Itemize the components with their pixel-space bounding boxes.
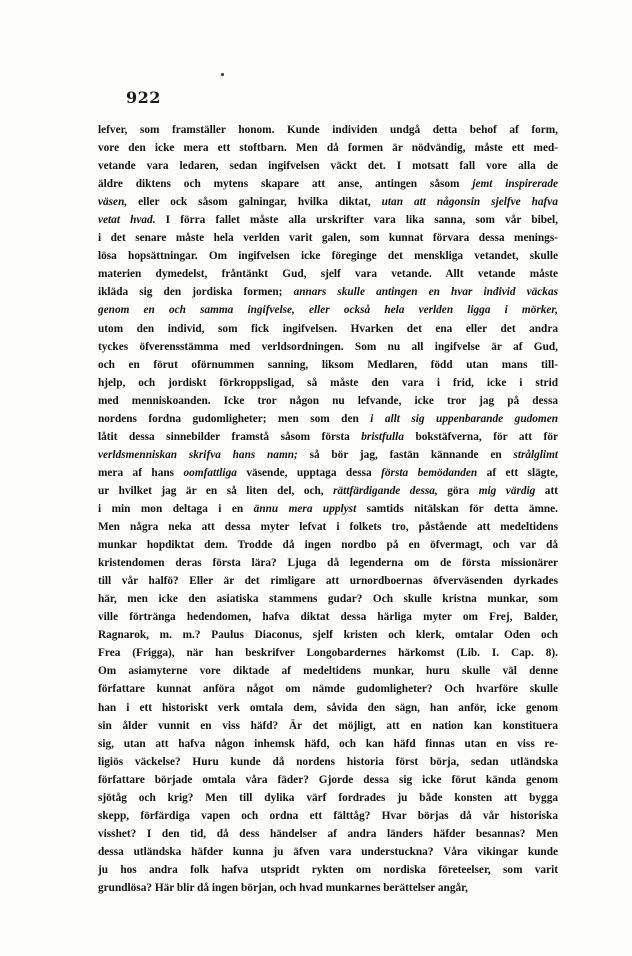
text-run: Frea (Frigga), när han beskrifver Longobardernes härkomst (Lib. I. Cap. 8). <box>98 647 558 660</box>
text-line <box>98 500 558 518</box>
text-line <box>98 247 558 265</box>
text-line <box>98 374 558 392</box>
text-run: tyckes öfverensstämma med verldsordningen. Som nu all ingifvelse är af Gud, <box>98 340 558 353</box>
text-line <box>98 680 558 698</box>
emphasized-text: bristfulla <box>361 430 404 443</box>
text-line <box>98 753 558 771</box>
text-line <box>98 699 558 717</box>
text-line <box>98 410 558 428</box>
text-line <box>98 356 558 374</box>
text-run: han i ett historiskt verk omtala dem, såvida den sägn, han anför, icke genom <box>98 701 558 714</box>
text-line <box>98 572 558 590</box>
text-line <box>98 536 558 554</box>
text-run: utom den individ, som fick ingifvelsen. Hvarken det ena eller det andra <box>98 322 558 335</box>
text-run: äldre diktens och mytens skapare att anse, antingen såsom <box>98 178 473 191</box>
emphasized-text: jemt inspirerade <box>472 178 558 191</box>
text-run: låtit dessa sinnebilder framstå såsom första <box>98 430 362 443</box>
text-line <box>98 301 558 319</box>
text-run: författare kunnat anföra något om nämde gudomligheter? Och hvarföre skulle <box>98 683 558 696</box>
text-run: i det senare måste hela verlden varit galen, som kunnat förvara dessa menings- <box>98 232 558 245</box>
text-run: och en förut oförnummen sanning, liksom Medlaren, född utan mans till- <box>98 358 558 371</box>
text-line <box>98 392 558 410</box>
text-line <box>98 193 558 211</box>
text-line <box>98 662 558 680</box>
text-line <box>98 338 558 356</box>
text-line <box>98 717 558 735</box>
text-run: dessa utländska häfder kunna ju äfven vara understuckna? Våra vikingar kunde <box>98 845 558 858</box>
text-run: så bör jag, fastän kännande en <box>297 448 514 461</box>
text-line <box>98 644 558 662</box>
emphasized-text: genom en och samma ingifvelse, eller också hela verlden ligga i mörker, <box>98 304 558 317</box>
text-run: bokstäfverna, för att för <box>403 430 558 443</box>
text-run: samtids nitälskan för detta ämne. <box>356 502 558 515</box>
text-line <box>98 229 558 247</box>
text-run: lösa hopsättningar. Om ingifvelsen icke föreginge det menskliga vetandet, skulle <box>98 250 558 263</box>
text-run: ville förtränga hedendomen, hafva diktat dessa härliga myter om Frej, Balder, <box>98 611 558 624</box>
text-line <box>98 735 558 753</box>
text-run: ikläda sig den jordiska formen; <box>98 286 294 299</box>
text-line <box>98 320 558 338</box>
text-line <box>98 175 558 193</box>
text-run: väsende, upptaga dessa <box>236 466 382 479</box>
text-run: ligiös väckelse? Huru kunde då nordens historia först börja, sedan utländska <box>98 755 558 768</box>
ink-speck <box>221 73 224 76</box>
text-line <box>98 807 558 825</box>
page-number: 922 <box>126 88 161 107</box>
text-run: här, men icke den asiatiska stammens gudar? Och skulle kristna munkar, som <box>98 593 558 606</box>
emphasized-text: oomfattliga <box>183 466 237 479</box>
text-line <box>98 482 558 500</box>
emphasized-text: ännu mera upplyst <box>253 502 357 515</box>
text-line <box>98 789 558 807</box>
emphasized-text: verldsmenniskan skrifva hans namn; <box>98 448 298 461</box>
text-run: mera af hans <box>98 466 184 479</box>
text-line <box>98 464 558 482</box>
text-run: af ett slägte, <box>477 466 558 479</box>
text-run: hjelp, och jordiskt förkroppsligad, så måste den vara i frid, icke i strid <box>98 376 558 389</box>
text-line <box>98 554 558 572</box>
text-run: Men några neka att dessa myter lefvat i folkets tro, påstående att medeltidens <box>98 521 558 534</box>
emphasized-text: vetat hvad. <box>98 214 156 227</box>
text-run: Om asiamyterne vore diktade af medeltidens munkar, huru skulle väl denne <box>98 665 558 678</box>
text-run: kristendomen deras första lära? Ljuga då legenderna om de första missionärer <box>98 557 558 570</box>
text-run: sin ålder vunnit en viss häfd? Är det möjligt, att en nation kan konstituera <box>98 719 558 732</box>
text-run: visshet? I den tid, då dess händelser af andra länders häfder besannas? Men <box>98 827 558 840</box>
text-run: vetande vara ledaren, sedan ingifvelsen väckt det. I motsatt fall vore alla de <box>98 160 558 173</box>
text-run: I förra fallet måste alla urskrifter vara lika sanna, som vår bibel, <box>155 214 558 227</box>
text-line <box>98 446 558 464</box>
text-run: grundlösa? Här blir då ingen början, och hvad munkarnes berättelser angår, <box>98 881 468 894</box>
text-line <box>98 265 558 283</box>
text-line <box>98 157 558 175</box>
text-run: munkar hopdiktat dem. Trodde då ingen nordbo på en öfvermagt, och var då <box>98 539 558 552</box>
text-run: i min mon deltaga i en <box>98 502 254 515</box>
emphasized-text: första bemödanden <box>381 466 478 479</box>
text-line <box>98 428 558 446</box>
text-line <box>98 211 558 229</box>
emphasized-text: annars skulle antingen en hvar individ väckas <box>293 286 558 299</box>
text-run: göra <box>437 484 479 497</box>
body-text <box>98 121 558 897</box>
emphasized-text: strålglimt <box>513 448 558 461</box>
text-run: sig, utan att hafva någon inhemsk häfd, och kan häfd finnas utan en viss re- <box>98 737 558 750</box>
text-line <box>98 825 558 843</box>
text-line <box>98 843 558 861</box>
text-run: eller ock såsom galningar, hvilka diktat, <box>127 196 382 209</box>
emphasized-text: utan att någonsin sjelfve hafva <box>381 196 558 209</box>
emphasized-text: i allt sig uppenbarande gudomen <box>370 412 558 425</box>
text-line <box>98 771 558 789</box>
text-line <box>98 608 558 626</box>
emphasized-text: mig värdig <box>478 484 536 497</box>
text-line <box>98 283 558 301</box>
text-run: skepp, förfärdiga vapen och ordna ett fälttåg? Hvar börjas då vår historiska <box>98 809 558 822</box>
text-run: författare började omtala våra fäder? Gjorde dessa sig icke förut kända genom <box>98 773 558 786</box>
text-line <box>98 626 558 644</box>
text-line <box>98 861 558 879</box>
emphasized-text: rättfärdigande dessa, <box>333 484 438 497</box>
text-run: sjötåg och krig? Men till dylika värf fordrades ju både konsten att bygga <box>98 791 558 804</box>
text-run: med menniskoanden. Icke tror någon nu lefvande, icke tror jag på dessa <box>98 394 558 407</box>
text-line <box>98 879 558 897</box>
text-run: nordens fordna gudomligheter; men som den <box>98 412 371 425</box>
text-line <box>98 139 558 157</box>
text-line <box>98 590 558 608</box>
emphasized-text: väsen, <box>98 196 128 209</box>
text-run: materien dymedelst, fråntänkt Gud, sjelf vara vetande. Allt vetande måste <box>98 268 558 281</box>
text-run: vore den icke mera ett stoftbarn. Men då formen är nödvändig, måste ett med- <box>98 142 558 155</box>
text-run: lefver, som framställer honom. Kunde individen undgå detta behof af form, <box>98 124 558 136</box>
text-run: ju hos andra folk hafva utspridt rykten om nordiska företeelser, som varit <box>98 863 558 876</box>
text-run: Ragnarok, m. m.? Paulus Diaconus, sjelf kristen och klerk, omtalar Oden och <box>98 629 558 642</box>
text-line <box>98 518 558 536</box>
text-run: till vår halfö? Eller är det rimligare att urnordboernas öfverväsenden dyrkades <box>98 575 558 588</box>
text-run: att <box>535 484 558 497</box>
text-run: ur hvilket jag är en så liten del, och, <box>98 484 334 497</box>
text-line <box>98 121 558 139</box>
